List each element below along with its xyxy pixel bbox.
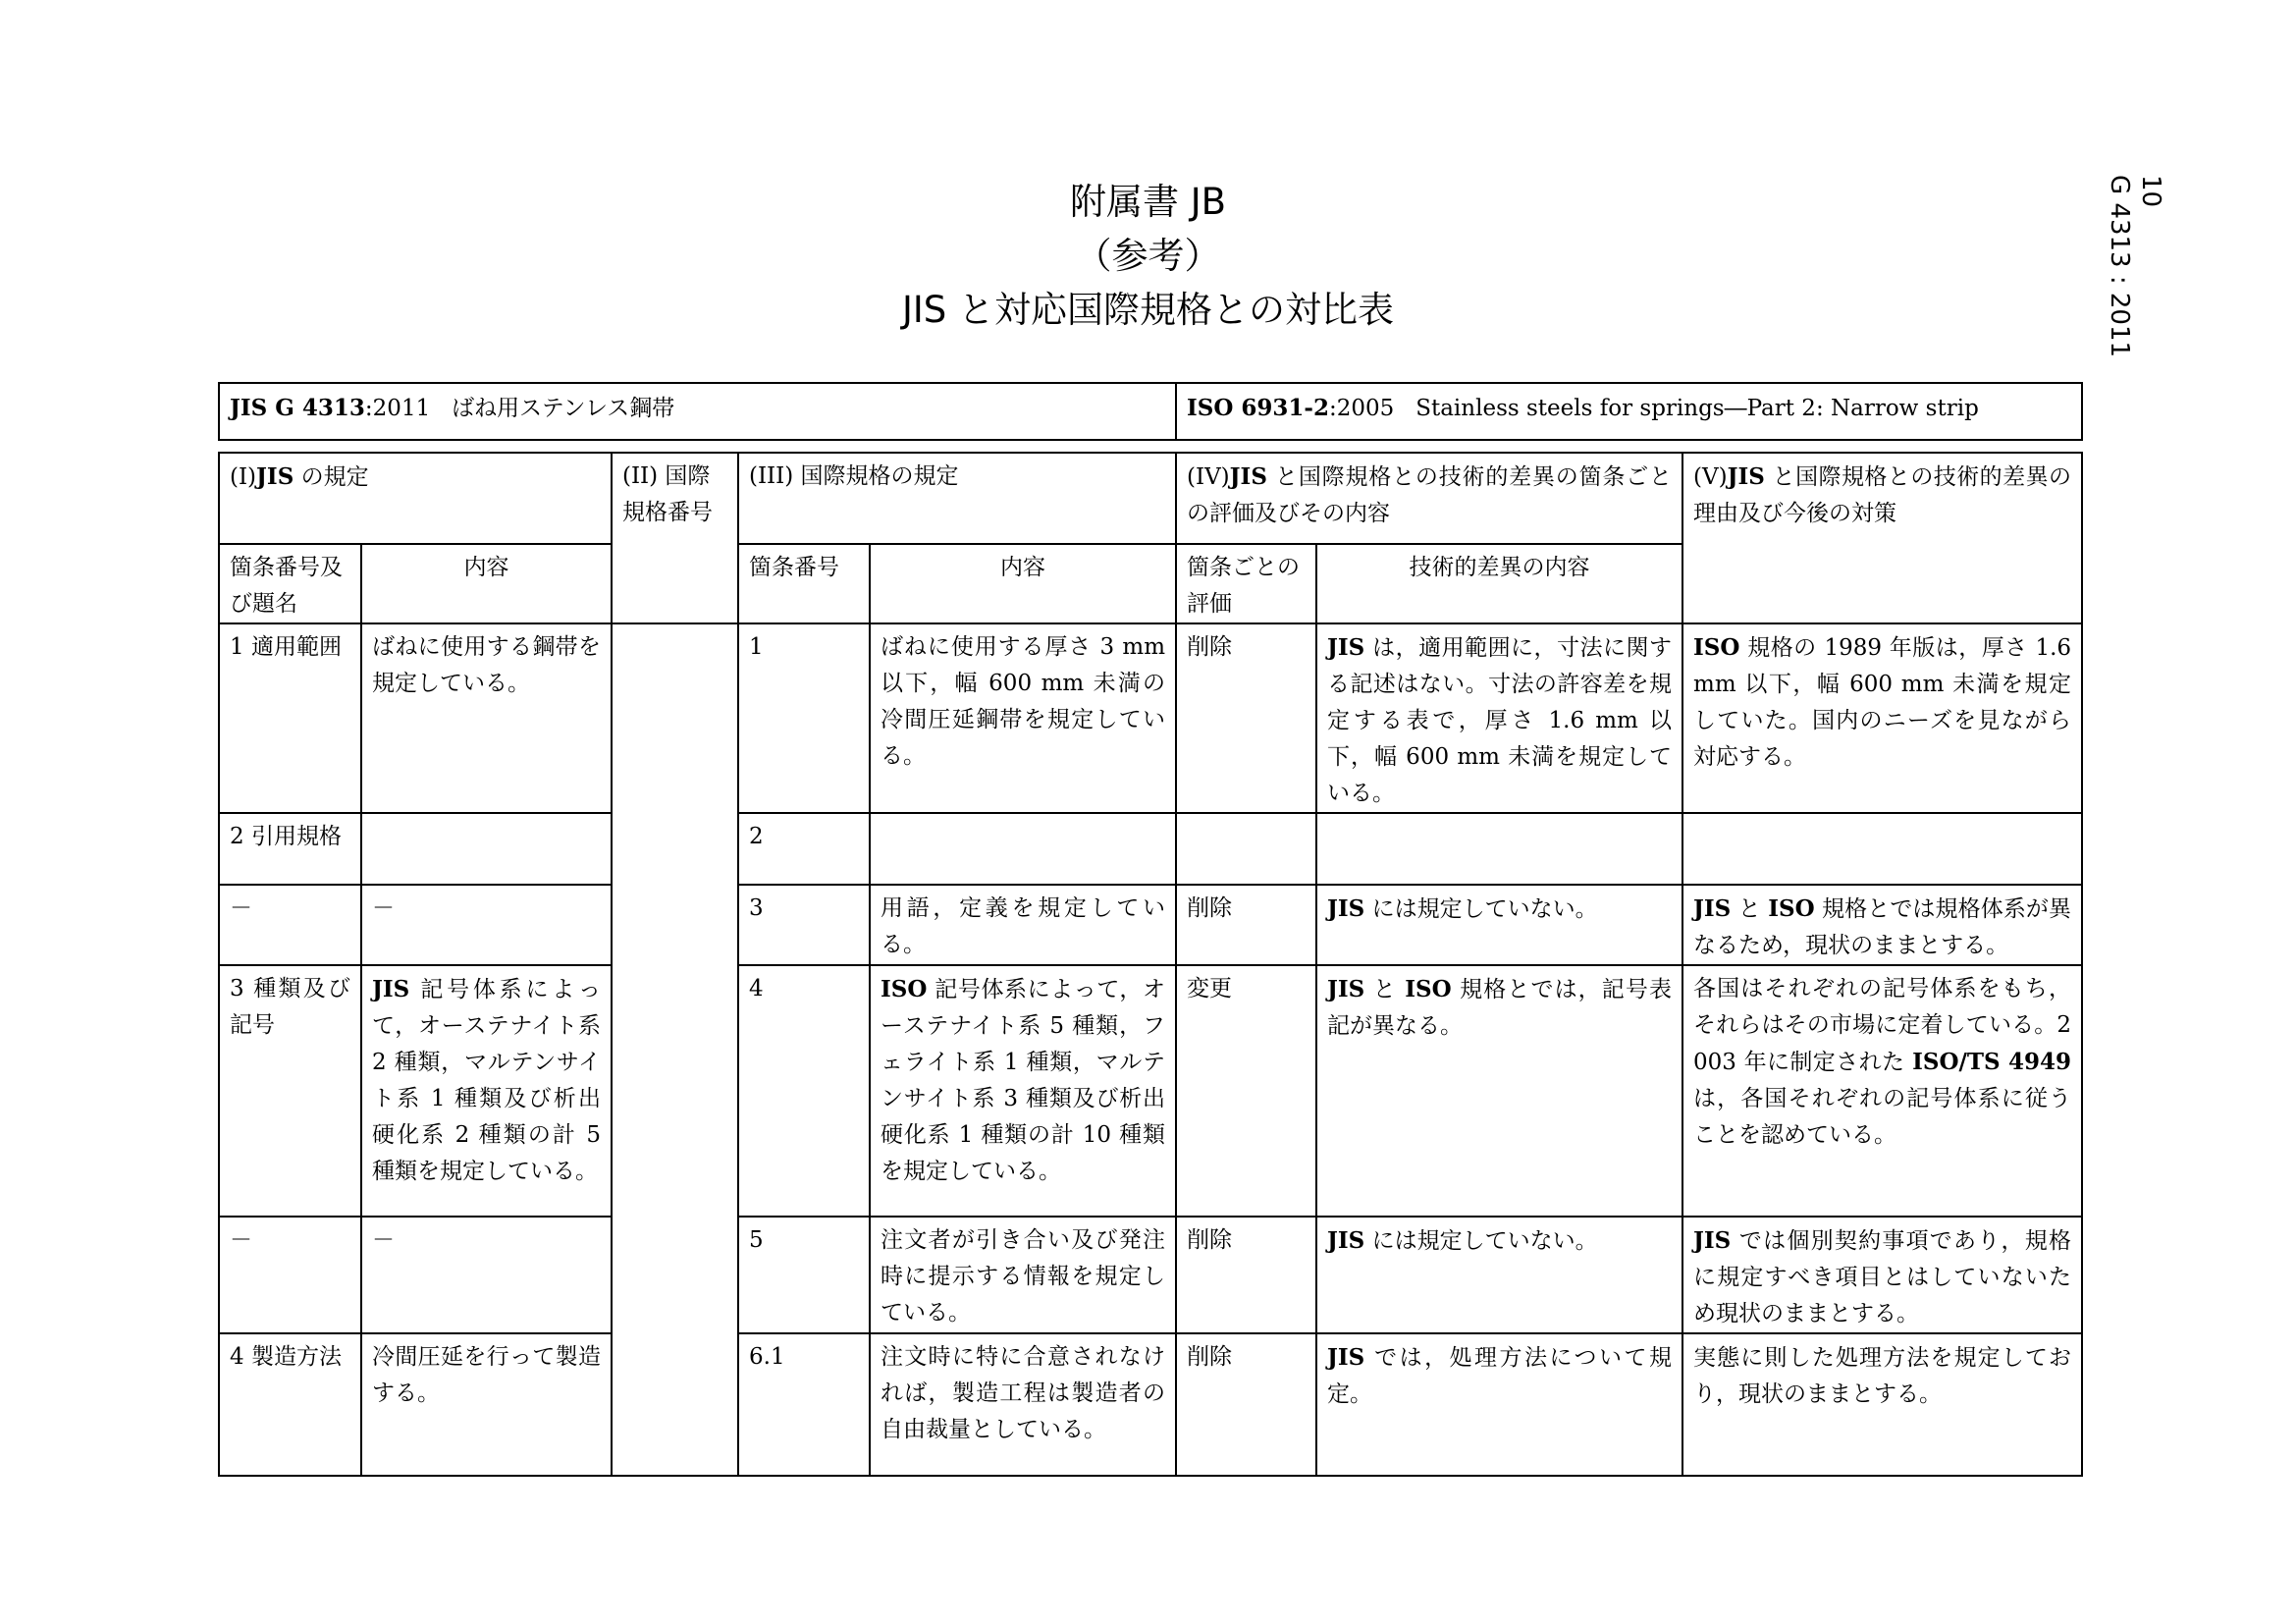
difference: JIS には規定していない。 bbox=[1316, 1217, 1682, 1333]
evaluation: 削除 bbox=[1176, 885, 1316, 965]
jis-content: ばねに使用する鋼帯を規定している。 bbox=[361, 623, 612, 813]
iso-standard-cell bbox=[1176, 383, 2082, 440]
reason: ISO 規格の 1989 年版は，厚さ 1.6 mm 以下，幅 600 mm 未満を規定していた。国内のニーズを見ながら対応する。 bbox=[1682, 623, 2082, 813]
table-row bbox=[219, 813, 2082, 885]
reason: JIS では個別契約事項であり，規格に規定すべき項目とはしていないため現状のままとする。 bbox=[1682, 1217, 2082, 1333]
iso-clause: 6.1 bbox=[738, 1333, 870, 1476]
standard-code: G 4313 : 2011 bbox=[2105, 175, 2134, 358]
evaluation: 削除 bbox=[1176, 1217, 1316, 1333]
col-header-evaluation: (IV)JIS と国際規格との技術的差異の箇条ごとの評価及びその内容 bbox=[1176, 453, 1682, 544]
reason bbox=[1682, 813, 2082, 885]
jis-clause: － bbox=[219, 1217, 361, 1333]
evaluation bbox=[1176, 813, 1316, 885]
col-header-jis: (I)JIS の規定 bbox=[219, 453, 612, 544]
jis-content: － bbox=[361, 885, 612, 965]
comparison-table bbox=[218, 452, 2083, 1477]
difference bbox=[1316, 813, 1682, 885]
iso-content: ISO 記号体系によって，オーステナイト系 5 種類，フェライト系 1 種類，マルテンサイト系 3 種類及び析出硬化系 1 種類の計 10 種類を規定している。 bbox=[870, 965, 1176, 1217]
jis-clause: － bbox=[219, 885, 361, 965]
difference: JIS では，処理方法について規定。 bbox=[1316, 1333, 1682, 1476]
jis-content bbox=[361, 813, 612, 885]
col-header-reason: (V)JIS と国際規格との技術的差異の理由及び今後の対策 bbox=[1682, 453, 2082, 623]
page-number: 10 bbox=[2136, 175, 2165, 208]
jis-content: JIS 記号体系によって，オーステナイト系 2 種類，マルテンサイト系 1 種類及び析出硬化系 2 種類の計 5 種類を規定している。 bbox=[361, 965, 612, 1217]
sub-header-evaluation: 箇条ごとの評価 bbox=[1176, 544, 1316, 623]
jis-standard-year: :2011 bbox=[364, 396, 431, 421]
difference: JIS には規定していない。 bbox=[1316, 885, 1682, 965]
jis-clause: 2 引用規格 bbox=[219, 813, 361, 885]
iso-clause: 1 bbox=[738, 623, 870, 813]
table-row bbox=[219, 965, 2082, 1217]
annex-title-line2: （参考） bbox=[1075, 235, 1221, 277]
evaluation: 削除 bbox=[1176, 623, 1316, 813]
jis-standard-code: JIS G 4313 bbox=[230, 395, 365, 421]
intl-number-cell bbox=[612, 623, 738, 1476]
iso-content: 注文時に特に合意されなければ，製造工程は製造者の自由裁量としている。 bbox=[870, 1333, 1176, 1476]
col-header-intl: (III) 国際規格の規定 bbox=[738, 453, 1176, 544]
iso-content bbox=[870, 813, 1176, 885]
annex-title-line3: JIS と対応国際規格との対比表 bbox=[901, 289, 1395, 331]
reason: JIS と ISO 規格とでは規格体系が異なるため，現状のままとする。 bbox=[1682, 885, 2082, 965]
table-row bbox=[219, 1217, 2082, 1333]
table-row bbox=[219, 885, 2082, 965]
evaluation: 変更 bbox=[1176, 965, 1316, 1217]
iso-content: 注文者が引き合い及び発注時に提示する情報を規定している。 bbox=[870, 1217, 1176, 1333]
evaluation: 削除 bbox=[1176, 1333, 1316, 1476]
jis-standard-cell bbox=[219, 383, 1176, 440]
reason: 各国はそれぞれの記号体系をもち，それらはその市場に定着している。2003 年に制定された ISO/TS 4949 は，各国それぞれの記号体系に従うことを認めている。 bbox=[1682, 965, 2082, 1217]
jis-clause: 1 適用範囲 bbox=[219, 623, 361, 813]
jis-standard-title: ばね用ステンレス鋼帯 bbox=[452, 396, 675, 421]
page-margin-label bbox=[2103, 175, 2165, 361]
iso-clause: 5 bbox=[738, 1217, 870, 1333]
jis-clause: 3 種類及び記号 bbox=[219, 965, 361, 1217]
difference: JIS は，適用範囲に，寸法に関する記述はない。寸法の許容差を規定する表で，厚さ 1.6 mm 以下，幅 600 mm 未満を規定している。 bbox=[1316, 623, 1682, 813]
column-header-row bbox=[219, 453, 2082, 544]
iso-clause: 4 bbox=[738, 965, 870, 1217]
iso-content: ばねに使用する厚さ 3 mm 以下，幅 600 mm 未満の冷間圧延鋼帯を規定している。 bbox=[870, 623, 1176, 813]
table-row bbox=[219, 1333, 2082, 1476]
iso-clause: 3 bbox=[738, 885, 870, 965]
sub-header-clause-no: 箇条番号及び題名 bbox=[219, 544, 361, 623]
sub-header-difference: 技術的差異の内容 bbox=[1316, 544, 1682, 623]
iso-clause: 2 bbox=[738, 813, 870, 885]
standards-header-table bbox=[218, 382, 2083, 441]
annex-title bbox=[0, 175, 2296, 337]
reason: 実態に則した処理方法を規定しており，現状のままとする。 bbox=[1682, 1333, 2082, 1476]
sub-header-content: 内容 bbox=[361, 544, 612, 623]
iso-standard-code: ISO 6931-2 bbox=[1187, 395, 1329, 421]
iso-standard-year: :2005 bbox=[1328, 396, 1395, 421]
difference: JIS と ISO 規格とでは，記号表記が異なる。 bbox=[1316, 965, 1682, 1217]
jis-clause: 4 製造方法 bbox=[219, 1333, 361, 1476]
iso-content: 用語，定義を規定している。 bbox=[870, 885, 1176, 965]
sub-header-iso-content: 内容 bbox=[870, 544, 1176, 623]
sub-header-iso-clause-no: 箇条番号 bbox=[738, 544, 870, 623]
jis-content: 冷間圧延を行って製造する。 bbox=[361, 1333, 612, 1476]
col-header-intl-number: (II) 国際規格番号 bbox=[612, 453, 738, 623]
iso-standard-title: Stainless steels for springs―Part 2: Narrow strip bbox=[1415, 396, 1979, 421]
jis-content: － bbox=[361, 1217, 612, 1333]
annex-title-line1: 附属書 JB bbox=[1069, 181, 1227, 223]
table-row bbox=[219, 623, 2082, 813]
